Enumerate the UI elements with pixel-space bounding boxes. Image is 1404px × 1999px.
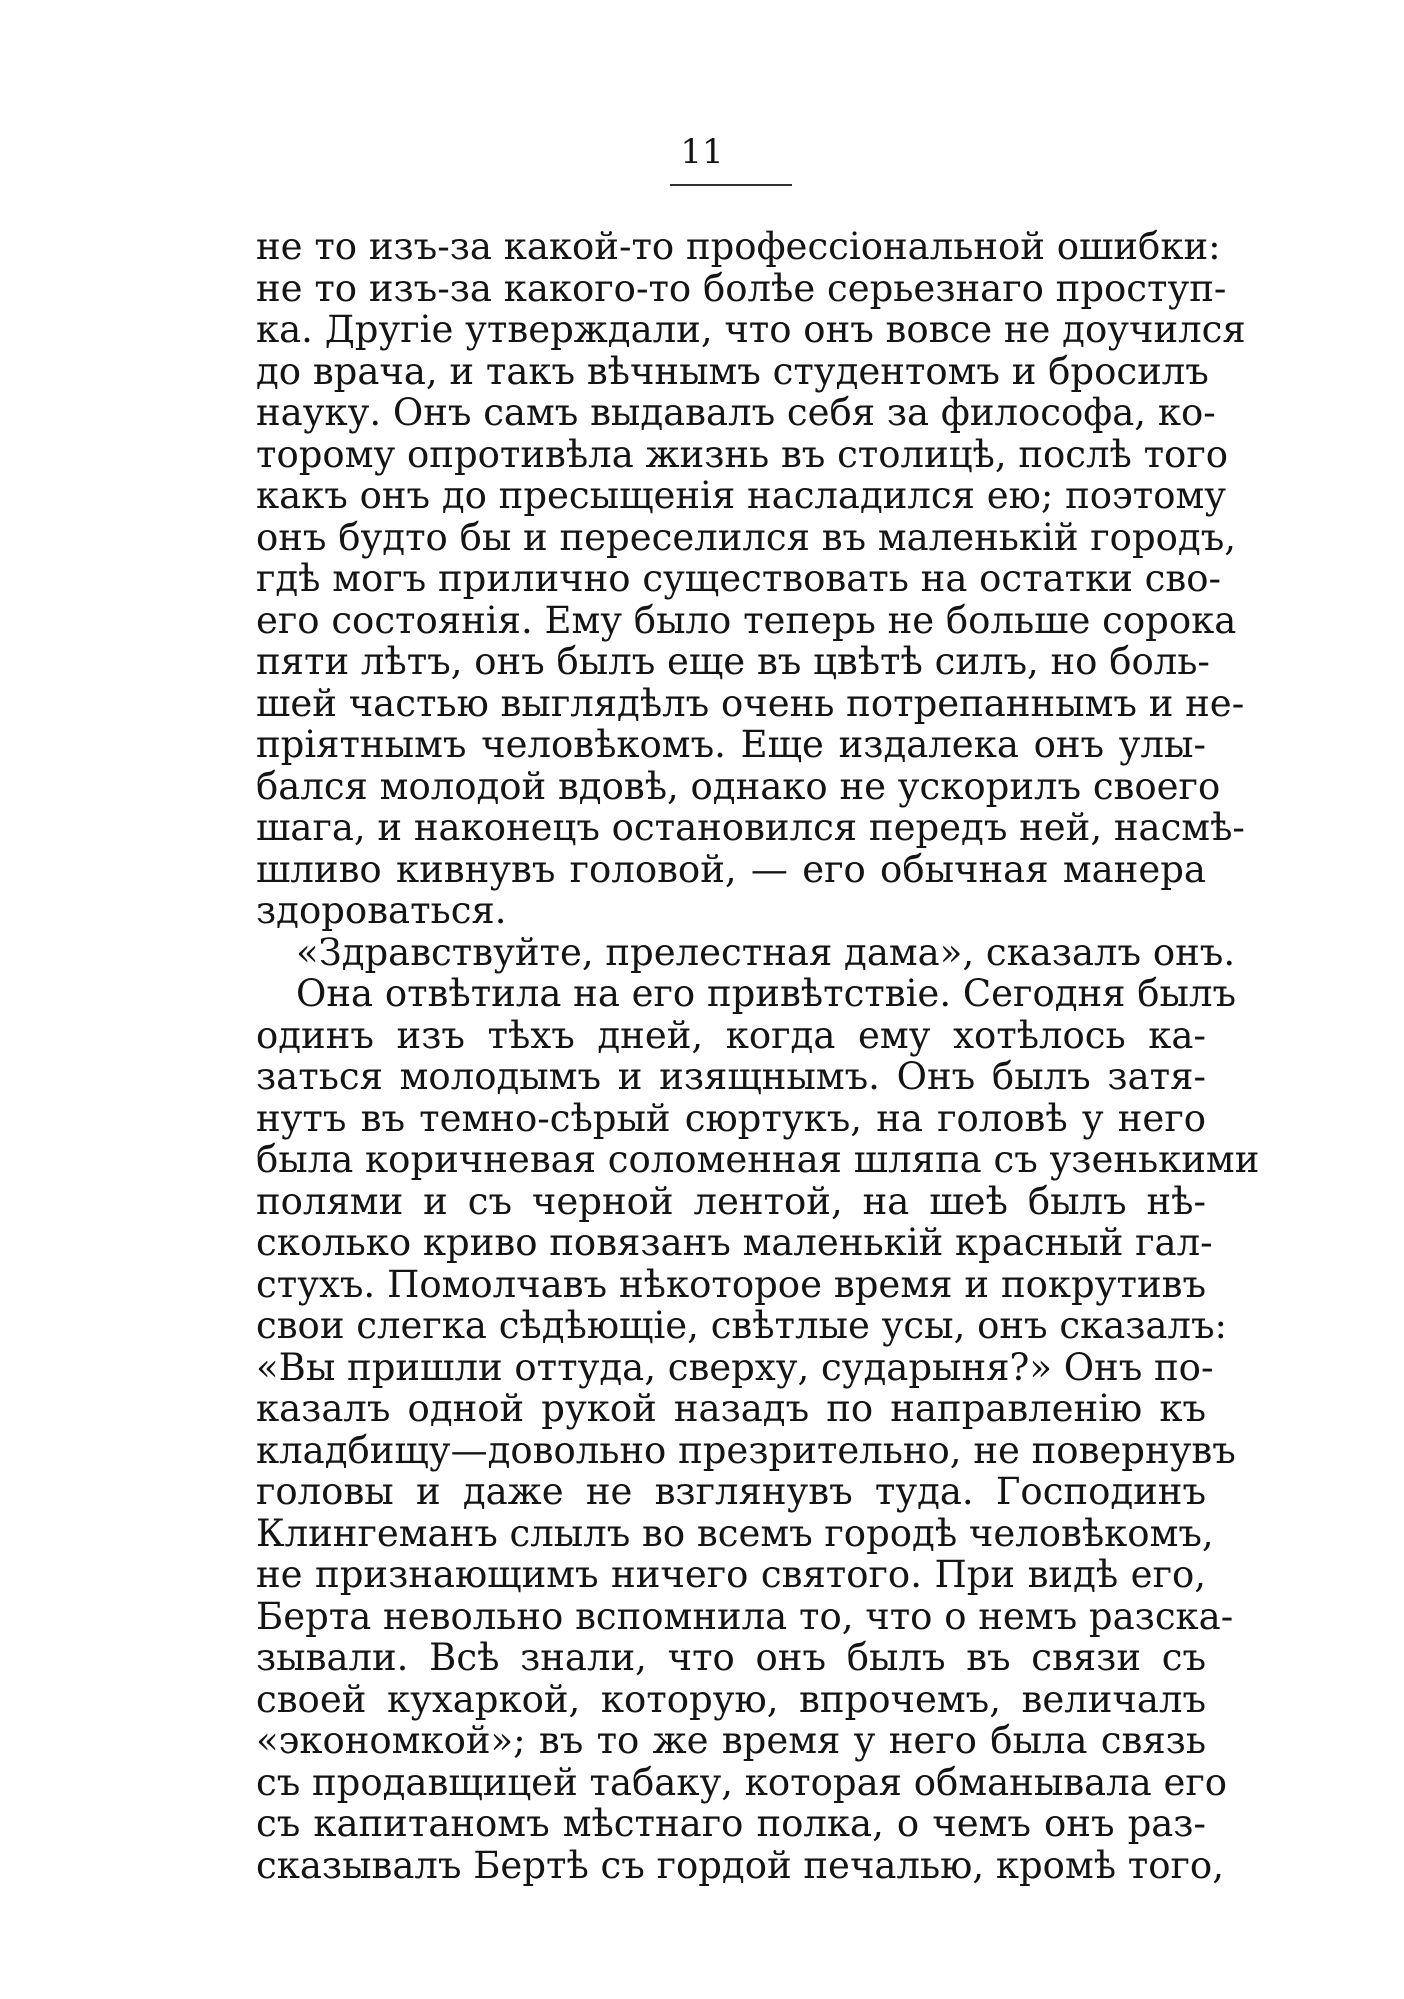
text-line: сказывалъ Бертѣ съ гордой печалью, кромѣ того, <box>256 1843 1224 1887</box>
text-line: сколько криво повязанъ маленькій красный гал- <box>256 1221 1213 1264</box>
text-line: Она отвѣтила на его привѣтствіе. Сегодня былъ <box>296 972 1237 1015</box>
text-line: свои слегка сѣдѣющіе, свѣтлые усы, онъ сказалъ: <box>256 1304 1227 1347</box>
page-number-rule <box>670 184 792 186</box>
text-line: пяти лѣтъ, онъ былъ еще въ цвѣтѣ силъ, но боль- <box>256 640 1210 683</box>
text-line: торому опротивѣла жизнь въ столицѣ, послѣ того <box>256 432 1228 476</box>
text-line: нутъ въ темно-сѣрый сюртукъ, на головѣ у него <box>256 1096 1206 1140</box>
body-text <box>256 225 1260 1887</box>
text-line: головы и даже не взглянувъ туда. Господинъ <box>256 1470 1206 1513</box>
text-line: не то изъ-за какого-то болѣе серьезнаго проступ- <box>256 266 1227 310</box>
text-line: «Вы пришли оттуда, сверху, сударыня?» Онъ по- <box>256 1345 1214 1389</box>
text-line: Клингеманъ слылъ во всемъ городѣ человѣкомъ, <box>256 1511 1214 1555</box>
text-line: гдѣ могъ прилично существовать на остатки сво- <box>256 557 1222 600</box>
text-line: полями и съ черной лентой, на шеѣ былъ нѣ- <box>256 1179 1206 1223</box>
text-line: онъ будто бы и переселился въ маленькій городъ, <box>256 515 1236 559</box>
text-line: какъ онъ до пресыщенія насладился ею; поэтому <box>256 474 1227 517</box>
text-line: шей частью выглядѣлъ очень потрепаннымъ и не- <box>256 681 1245 725</box>
text-line: пріятнымъ человѣкомъ. Еще издалека онъ улы- <box>256 723 1206 766</box>
text-line: съ капитаномъ мѣстнаго полка, о чемъ онъ раз- <box>256 1802 1206 1845</box>
text-line: науку. Онъ самъ выдавалъ себя за философа, ко- <box>256 391 1216 434</box>
text-line: была коричневая соломенная шляпа съ узенькими <box>256 1138 1260 1181</box>
text-line: бался молодой вдовѣ, однако не ускорилъ своего <box>256 764 1221 808</box>
text-line: стухъ. Помолчавъ нѣкоторое время и покрутивъ <box>256 1262 1206 1306</box>
text-line: заться молодымъ и изящнымъ. Онъ былъ затя- <box>256 1055 1206 1098</box>
text-line: одинъ изъ тѣхъ дней, когда ему хотѣлось ка- <box>256 1013 1206 1057</box>
text-line: не признающимъ ничего святого. При видѣ его, <box>256 1553 1206 1596</box>
text-line: шага, и наконецъ остановился передъ ней, насмѣ- <box>256 806 1245 849</box>
text-line: Берта невольно вспомнила то, что о немъ разска- <box>256 1594 1234 1638</box>
page-number: 11 <box>680 132 724 172</box>
text-line: съ продавщицей табаку, которая обманывала его <box>256 1760 1228 1804</box>
text-line: шливо кивнувъ головой, — его обычная манера <box>256 847 1206 891</box>
text-line: своей кухаркой, которую, впрочемъ, величалъ <box>256 1677 1206 1721</box>
text-line: до врача, и такъ вѣчнымъ студентомъ и бросилъ <box>256 349 1209 393</box>
text-line: ка. Другіе утверждали, что онъ вовсе не доучился <box>256 308 1246 351</box>
text-line: его состоянія. Ему было теперь не больше сорока <box>256 598 1237 642</box>
text-line: не то изъ-за какой-то профессіональной ошибки: <box>256 225 1221 268</box>
text-line: казалъ одной рукой назадъ по направленію къ <box>256 1387 1206 1430</box>
text-line: кладбищу—довольно презрительно, не повернувъ <box>256 1428 1236 1472</box>
text-line: зывали. Всѣ знали, что онъ былъ въ связи съ <box>256 1636 1206 1679</box>
text-line: «экономкой»; въ то же время у него была связь <box>256 1719 1206 1762</box>
text-line: здороваться. <box>256 889 507 932</box>
text-line: «Здравствуйте, прелестная дама», сказалъ онъ. <box>296 930 1236 974</box>
